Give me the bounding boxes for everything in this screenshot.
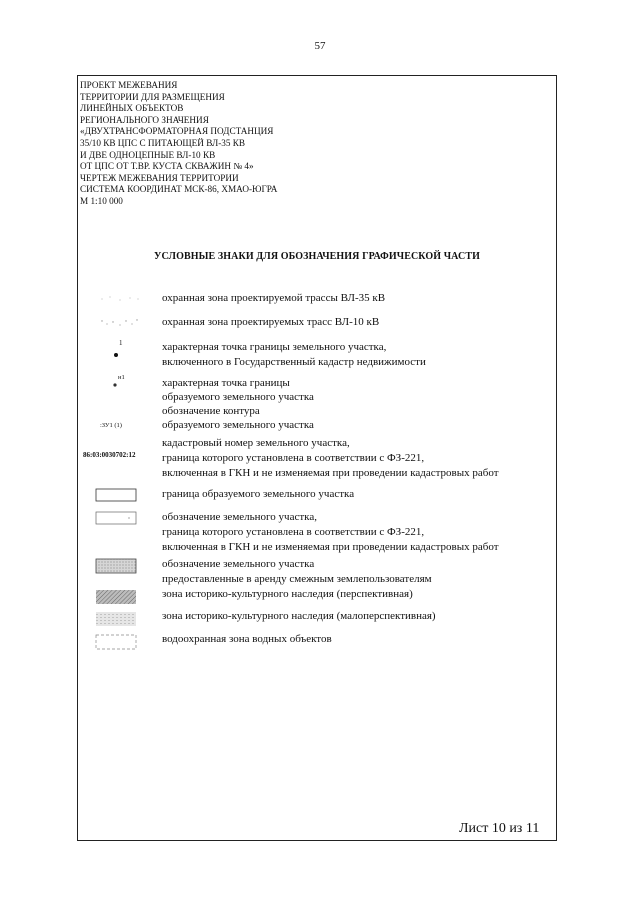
title-line: ОТ ЦПС ОТ Т.ВР. КУСТА СКВАЖИН № 4» [80,161,254,172]
gkn-point-symbol [80,341,160,366]
sheet-number: Лист 10 из 11 [459,821,540,836]
legend-text: включенная в ГКН и не изменяемая при проведении кадастровых работ [162,541,499,553]
legend-text: охранная зона проектируемой трассы ВЛ-35 кВ [162,292,386,304]
page-number: 57 [314,40,326,52]
title-line: ЧЕРТЕЖ МЕЖЕВАНИЯ ТЕРРИТОРИИ [80,172,239,183]
legend-text: зона историко-культурного наследия (перспективная) [162,588,413,600]
legend-text: обозначение земельного участка [162,558,315,570]
cadastral-number-label: 86:03:0030702:12 [83,451,136,459]
legend-text: характерная точка границы земельного участка, [162,341,387,353]
title-line: РЕГИОНАЛЬНОГО ЗНАЧЕНИЯ [80,114,209,125]
title-line: ПРОЕКТ МЕЖЕВАНИЯ [80,80,178,90]
vl10-zone-symbol [80,316,160,335]
title-block [80,80,277,208]
legend-text: образуемого земельного участка [162,391,314,403]
contour-label: :ЗУ1 (1) [100,422,122,429]
formed-boundary-symbol [80,488,160,509]
existing-plot-symbol [80,511,160,532]
title-line: И ДВЕ ОДНОЦЕПНЫЕ ВЛ-10 КВ [80,149,216,160]
leased-plot-symbol [80,558,160,581]
water-zone-symbol [80,633,160,656]
legend-text: граница которого установлена в соответствии с ФЗ-221, [162,526,425,538]
legend-text: включенная в ГКН и не изменяемая при проведении кадастровых работ [162,467,499,479]
legend-text: обозначение земельного участка, [162,511,317,523]
legend-text: водоохранная зона водных объектов [162,633,332,645]
title-line: 35/10 КВ ЦПС С ПИТАЮЩЕЙ ВЛ-35 КВ [80,137,246,148]
legend-text: предоставленные в аренду смежным землепользователям [162,573,432,585]
title-line: ЛИНЕЙНЫХ ОБЪЕКТОВ [80,103,184,114]
heritage-low-symbol [80,610,160,633]
point-number-label: 1 [119,339,123,347]
heritage-perspective-symbol [80,588,160,611]
legend-text: кадастровый номер земельного участка, [162,437,350,449]
legend-title: УСЛОВНЫЕ ЗНАКИ ДЛЯ ОБОЗНАЧЕНИЯ ГРАФИЧЕСКОЙ ЧАСТИ [154,251,480,262]
title-line: СИСТЕМА КООРДИНАТ МСК-86, ХМАО-ЮГРА [80,184,278,195]
vl35-zone-symbol [80,292,160,311]
point-number-label: н1 [118,374,125,381]
legend-text: обозначение контура [162,405,260,417]
legend-text: охранная зона проектируемых трасс ВЛ-10 кВ [162,316,380,328]
legend-text: включенного в Государственный кадастр недвижимости [162,356,426,368]
legend-text: граница образуемого земельного участка [162,488,355,500]
legend-text: образуемого земельного участка [162,419,314,431]
legend-text: граница которого установлена в соответствии с ФЗ-221, [162,452,425,464]
legend-text: характерная точка границы [162,377,290,389]
legend-text: зона историко-культурного наследия (малоперспективная) [162,610,436,622]
title-line: ТЕРРИТОРИИ ДЛЯ РАЗМЕЩЕНИЯ [80,91,225,102]
title-line: «ДВУХТРАНСФОРМАТОРНАЯ ПОДСТАНЦИЯ [80,126,274,137]
new-point-symbol [80,374,160,398]
title-line: М 1:10 000 [80,195,123,206]
